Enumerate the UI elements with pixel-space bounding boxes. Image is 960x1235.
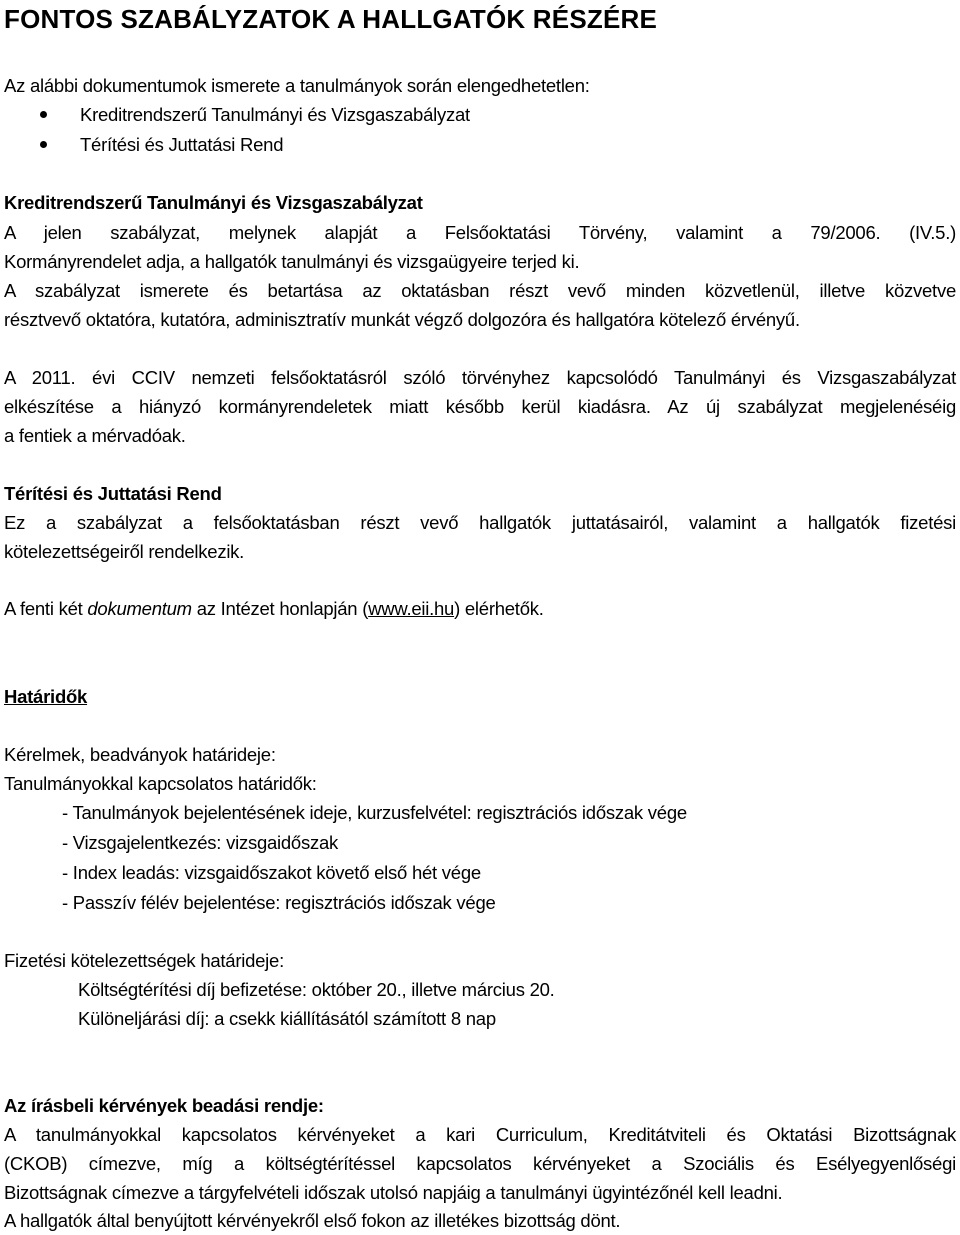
deadline-item: - Tanulmányok bejelentésének ideje, kurzusfelvétel: regisztrációs időszak vége (62, 802, 687, 823)
availability-part: ) elérhetők. (454, 598, 544, 619)
paragraph-line: Bizottságnak címezve a tárgyfelvételi időszak utolsó napjáig a tanulmányi ügyintézőnél kell leadni. (4, 1182, 783, 1203)
document-name: Kreditrendszerű Tanulmányi és Vizsgaszabályzat (80, 104, 470, 125)
paragraph-line: A szabályzat ismerete és betartása az oktatásban részt vevő minden közvetlenül, illetve közvetve (4, 280, 956, 301)
availability-part: A fenti két (4, 598, 88, 619)
paragraph-line: A hallgatók által benyújtott kérvényekről első fokon az illetékes bizottság dönt. (4, 1210, 621, 1231)
deadline-label: Kérelmek, beadványok határideje: (4, 744, 276, 765)
deadline-item: - Index leadás: vizsgaidőszakot követő első hét vége (62, 862, 481, 883)
paragraph-line: résztvevő oktatóra, kutatóra, adminisztratív munkát végző dolgozóra és hallgatóra kötelező érvényű. (4, 309, 800, 330)
bullet-icon (40, 141, 47, 148)
paragraph-line: (CKOB) címezve, míg a költségtérítéssel kapcsolatos kérvényeket a Szociális és Esélyegyenlőségi (4, 1153, 956, 1174)
section-heading: Térítési és Juttatási Rend (4, 483, 222, 504)
document-name: Térítési és Juttatási Rend (80, 134, 284, 155)
intro-text: Az alábbi dokumentumok ismerete a tanulmányok során elengedhetetlen: (4, 75, 590, 96)
deadline-item: - Passzív félév bejelentése: regisztrációs időszak vége (62, 892, 496, 913)
bullet-icon (40, 111, 47, 118)
page-title: FONTOS SZABÁLYZATOK A HALLGATÓK RÉSZÉRE (4, 4, 658, 34)
paragraph-line: a fentiek a mérvadóak. (4, 425, 186, 446)
paragraph-line: kötelezettségeiről rendelkezik. (4, 541, 245, 562)
section-heading: Kreditrendszerű Tanulmányi és Vizsgaszabályzat (4, 192, 423, 213)
deadline-item: - Vizsgajelentkezés: vizsgaidőszak (62, 832, 338, 853)
paragraph-line: A tanulmányokkal kapcsolatos kérvényeket a kari Curriculum, Kreditátviteli és Oktatási Bizottságnak (4, 1124, 956, 1145)
section-heading: Az írásbeli kérvények beadási rendje: (4, 1095, 324, 1116)
payment-item: Különeljárási díj: a csekk kiállításától számított 8 nap (78, 1008, 496, 1029)
website-link[interactable]: www.eii.hu (368, 598, 455, 619)
deadline-label: Fizetési kötelezettségek határideje: (4, 950, 284, 971)
availability-italic: dokumentum (87, 598, 192, 619)
paragraph-line: Kormányrendelet adja, a hallgatók tanulmányi és vizsgaügyeire terjed ki. (4, 251, 580, 272)
availability-text (4, 594, 956, 623)
paragraph-line: A 2011. évi CCIV nemzeti felsőoktatásról szóló törvényhez kapcsolódó Tanulmányi és Vizsgaszabályzat (4, 367, 956, 388)
paragraph-line: elkészítése a hiányzó kormányrendeletek miatt később kerül kiadásra. Az új szabályzat megjelenéséig (4, 396, 956, 417)
deadline-label: Tanulmányokkal kapcsolatos határidők: (4, 773, 317, 794)
availability-part: az Intézet honlapján ( (191, 598, 369, 619)
paragraph-line: A jelen szabályzat, melynek alapját a Felsőoktatási Törvény, valamint a 79/2006. (IV.5.) (4, 222, 956, 243)
payment-item: Költségtérítési díj befizetése: október 20., illetve március 20. (78, 979, 555, 1000)
paragraph-line: Ez a szabályzat a felsőoktatásban részt vevő hallgatók juttatásairól, valamint a hallgatók fizetési (4, 512, 956, 533)
section-heading: Határidők (4, 686, 88, 707)
